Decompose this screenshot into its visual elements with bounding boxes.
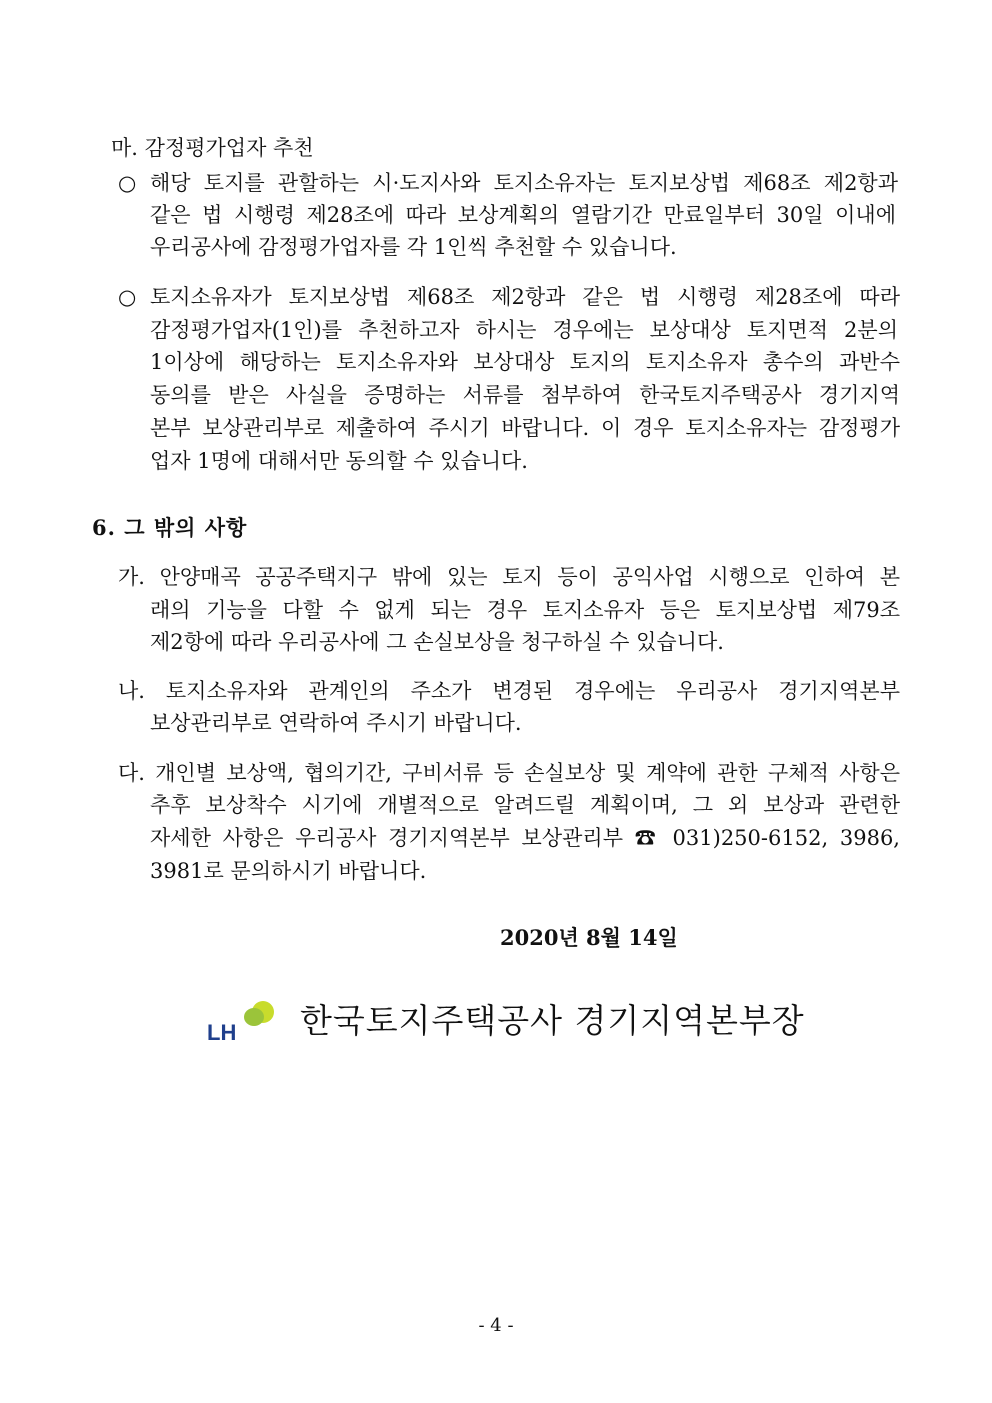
item-ga-line: 래의 기능을 다할 수 없게 되는 경우 토지소유자 등은 토지보상법 제79조 — [150, 598, 900, 622]
bullet2-line: 본부 보상관리부로 제출하여 주시기 바랍니다. 이 경우 토지소유자는 감정평가 — [150, 416, 900, 440]
organization-name: 한국토지주택공사 경기지역본부장 — [300, 1001, 805, 1040]
bullet2-line: 1이상에 해당하는 토지소유자와 보상대상 토지의 토지소유자 총수의 과반수 — [150, 350, 900, 374]
item-da-line: 다. 개인별 보상액, 협의기간, 구비서류 등 손실보상 및 계약에 관한 구체적 사항은 — [118, 761, 900, 785]
section6-heading: 6. 그 밖의 사항 — [92, 515, 248, 540]
bullet1-line: 같은 법 시행령 제28조에 따라 보상계획의 열람기간 만료일부터 30일 이내에 — [150, 203, 896, 227]
bullet2-line: 업자 1명에 대해서만 동의할 수 있습니다. — [150, 449, 528, 473]
section-ma-heading: 마. 감정평가업자 추천 — [111, 136, 314, 160]
item-da-line: 추후 보상착수 시기에 개별적으로 알려드릴 계획이며, 그 외 보상과 관련한 — [150, 793, 900, 817]
bullet1-line: 우리공사에 감정평가업자를 각 1인씩 추천할 수 있습니다. — [150, 235, 677, 259]
item-na-line: 보상관리부로 연락하여 주시기 바랍니다. — [150, 711, 522, 735]
logo-text: LH — [207, 1020, 237, 1044]
item-da-line: 3981로 문의하시기 바랍니다. — [150, 859, 427, 883]
bullet2-line: 토지소유자가 토지보상법 제68조 제2항과 같은 법 시행령 제28조에 따라 — [150, 285, 900, 309]
bullet2-line: 감정평가업자(1인)를 추천하고자 하시는 경우에는 보상대상 토지면적 2분의 — [150, 318, 898, 342]
bullet-circle: ○ — [118, 285, 137, 309]
bullet2-line: 동의를 받은 사실을 증명하는 서류를 첨부하여 한국토지주택공사 경기지역 — [150, 383, 900, 407]
lh-logo — [205, 998, 275, 1044]
item-na-line: 나. 토지소유자와 관계인의 주소가 변경된 경우에는 우리공사 경기지역본부 — [118, 679, 900, 703]
lh-logo-icon — [205, 998, 275, 1044]
bullet1-line: 해당 토지를 관할하는 시·도지사와 토지소유자는 토지보상법 제68조 제2항과 — [150, 171, 898, 195]
page-number: - 4 - — [478, 1315, 514, 1336]
item-ga-line: 가. 안양매곡 공공주택지구 밖에 있는 토지 등이 공익사업 시행으로 인하여 본 — [118, 565, 900, 589]
item-da-line: 자세한 사항은 우리공사 경기지역본부 보상관리부 ☎ 031)250-6152, 3986, — [150, 826, 900, 850]
bullet-circle: ○ — [118, 171, 137, 195]
document-date: 2020년 8월 14일 — [500, 925, 678, 950]
item-ga-line: 제2항에 따라 우리공사에 그 손실보상을 청구하실 수 있습니다. — [150, 630, 724, 654]
